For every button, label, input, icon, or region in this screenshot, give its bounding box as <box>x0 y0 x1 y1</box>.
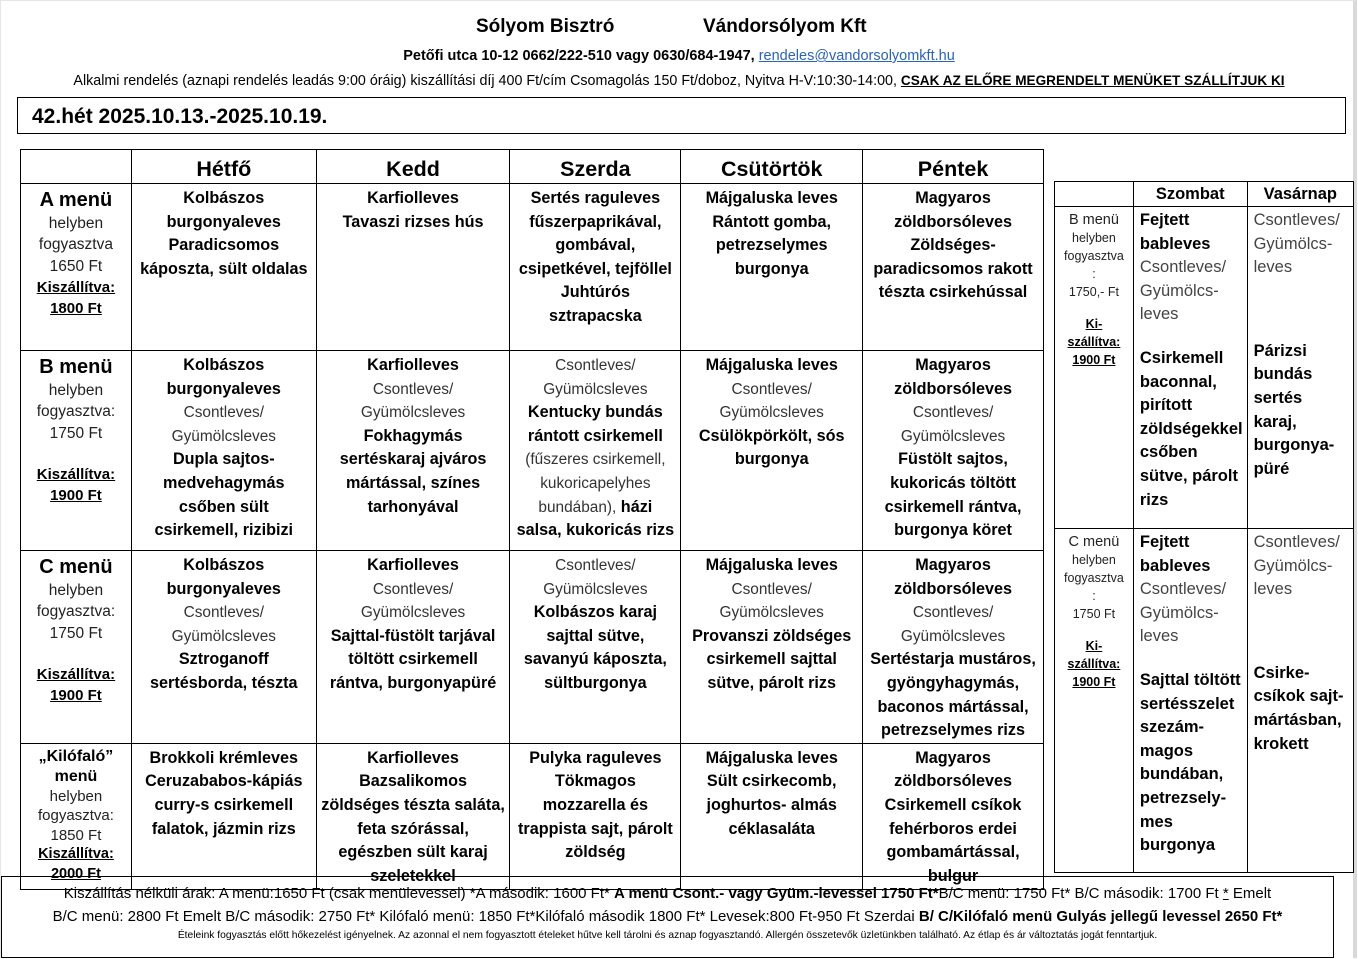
main-dish: Tökmagos mozzarella és trappista sajt, párolt zöldség <box>518 772 673 862</box>
weekend-menu-row <box>1055 529 1354 873</box>
week-title: 42.hét 2025.10.13.-2025.10.19. <box>32 105 328 128</box>
delivered-label: Ki- <box>1085 317 1103 331</box>
soup: Karfiolleves <box>367 748 459 767</box>
local-label: helyben <box>1072 231 1116 245</box>
menu-day-cell <box>681 351 863 551</box>
menu-label-cell <box>1055 207 1134 529</box>
main-dish: Sertéstarja mustáros, gyöngyhagymás, baconos mártással, petrezselymes rizs <box>870 650 1036 740</box>
main-dish: Dupla sajtos-medvehagymás csőben sült csirkemell, rizibizi <box>154 450 294 540</box>
day-header: Péntek <box>863 150 1044 184</box>
footer-star: * <box>1222 885 1229 902</box>
delivered-price: 1900 Ft <box>1072 353 1116 367</box>
delivered-price: 1900 Ft <box>50 686 102 704</box>
soup: Karfiolleves <box>367 556 459 574</box>
menu-day-cell <box>681 551 863 744</box>
company-name: Vándorsólyom Kft <box>703 16 867 37</box>
main-dish: Zöldséges-paradicsomos rakott tészta csirkehússal <box>873 236 1033 302</box>
weekday-menu-table <box>20 149 1044 890</box>
alt-soup: Csontleves/ Gyümölcs-leves <box>1139 580 1227 646</box>
email-link[interactable]: rendeles@vandorsolyomkft.hu <box>758 48 955 64</box>
delivery-notice: CSAK AZ ELŐRE MEGRENDELT MENÜKET SZÁLLÍTJUK KI <box>900 73 1285 88</box>
delivered-label: Kiszállítva: <box>38 846 114 863</box>
weekend-menu-table <box>1054 181 1354 873</box>
colon: : <box>1092 267 1096 281</box>
menu-day-cell <box>863 551 1044 744</box>
menu-day-cell <box>863 351 1044 551</box>
footer-bold-text: B/ C/Kilófaló menü Gulyás jellegű levessel 2650 Ft* <box>918 908 1283 925</box>
footer-text: Kiszállítás nélküli árak: A menü:1650 Ft (csak menülevessel) *A második: 1600 Ft* <box>63 885 615 902</box>
day-header: Vasárnap <box>1247 182 1353 207</box>
soup: Magyaros zöldborsóleves <box>894 748 1012 791</box>
soup: Kolbászos burgonyaleves <box>166 356 281 398</box>
main-dish: Sztroganoff sertésborda, tészta <box>150 650 298 692</box>
price-footer <box>1 876 1334 958</box>
menu-day-cell <box>510 743 681 889</box>
menu-name: B menü <box>1068 212 1119 228</box>
address-phone: Petőfi utca 10-12 0662/222-510 vagy 0630/684-1947, <box>403 48 759 64</box>
local-label: helyben <box>49 787 103 805</box>
menu-row <box>21 351 1044 551</box>
menu-day-cell <box>863 184 1044 351</box>
local-label: fogyasztva: <box>36 403 116 421</box>
menu-day-cell <box>510 351 681 551</box>
menu-label-cell <box>21 184 132 351</box>
soup: Sertés raguleves fűszerpaprikával, gombával, csipetkével, tejföllel <box>518 189 672 278</box>
footer-line-1 <box>2 882 1333 905</box>
main-dish: Kolbászos karaj sajttal sütve, savanyú káposzta, sültburgonya <box>523 603 667 692</box>
delivered-label: Kiszállítva: <box>36 465 116 483</box>
local-label: fogyasztva <box>38 236 113 254</box>
local-label: helyben <box>48 582 104 599</box>
delivered-price: 2000 Ft <box>50 865 101 882</box>
main-dish: Füstölt sajtos, kukoricás töltött csirkemell rántva, burgonya köret <box>884 450 1022 540</box>
menu-day-cell <box>863 743 1044 889</box>
footer-text: B/C menü: 1750 Ft* B/C második: 1700 Ft <box>938 885 1223 902</box>
saturday-cell <box>1133 529 1247 873</box>
local-label: helyben <box>48 215 104 232</box>
main-dish: Paradicsomos káposzta, sült oldalas <box>140 236 308 278</box>
main-dish: Csirkemell baconnal, pirított zöldségekkel csőben sütve, párolt rizs <box>1139 348 1243 509</box>
menu-day-cell <box>316 551 510 744</box>
soup: Karfiolleves <box>367 356 459 374</box>
main-dish: Kentucky bundás rántott csirkemell <box>527 403 663 445</box>
local-label: helyben <box>1072 553 1116 567</box>
main-dish: Fokhagymás sertéskaraj ajváros mártással, színes tarhonyával <box>339 426 487 516</box>
alt-soup: Csontleves/ Gyümölcsleves <box>719 380 824 422</box>
local-price: 1750 Ft <box>49 424 103 442</box>
delivered-label: szállítva: <box>1067 335 1121 349</box>
menu-label-cell <box>21 743 132 889</box>
alt-soup: Csontleves/ Gyümölcs-leves <box>1253 533 1340 599</box>
dish-note: (fűszeres csirkemell, kukoricapelyhes bundában), <box>525 451 666 516</box>
main-dish: Tavaszi rizses hús <box>342 212 484 231</box>
title-row <box>0 16 1358 42</box>
local-price: 1750 Ft <box>49 624 103 642</box>
menu-row <box>21 184 1044 351</box>
weekend-menu-row <box>1055 207 1354 529</box>
local-label: helyben <box>48 382 104 399</box>
soup: Karfiolleves <box>367 189 459 207</box>
order-info: Alkalmi rendelés (aznapi rendelés leadás 9:00 óráig) kiszállítási díj 400 Ft/cím Csomagolás 150 Ft/doboz, Nyitva H-V:10:30-14:00, <box>73 73 901 89</box>
soup: Magyaros zöldborsóleves <box>894 356 1012 398</box>
local-label: fogyasztva: <box>36 603 116 621</box>
main-dish: Sajttal töltött sertésszelet szezám-magos bundában, petrezsely-mes burgonya <box>1139 670 1241 855</box>
delivered-label: Kiszállítva: <box>36 278 116 296</box>
local-price: 1750,- Ft <box>1068 285 1119 299</box>
delivered-label: Kiszállítva: <box>36 665 116 683</box>
menu-day-cell <box>510 184 681 351</box>
menu-day-cell <box>316 351 510 551</box>
weekend-header-row <box>1055 182 1354 207</box>
soup: Pulyka raguleves <box>529 748 662 767</box>
menu-name: B menü <box>39 356 113 378</box>
local-price: 1750 Ft <box>1072 607 1116 621</box>
footer-text: B/C menü: 2800 Ft Emelt B/C második: 2750 Ft* Kilófaló menü: 1850 Ft*Kilófaló második 1800 Ft* Levesek:800 Ft-950 Ft Szerdai <box>52 908 919 925</box>
soup: Kolbászos burgonyaleves <box>166 556 281 598</box>
main-dish: Párizsi bundás sertés karaj, burgonya-püré <box>1253 341 1335 478</box>
menu-day-cell <box>681 184 863 351</box>
sunday-cell <box>1247 207 1353 529</box>
alt-soup: Csontleves/ Gyümölcsleves <box>900 404 1006 445</box>
main-dish: Csirke-csíkok sajt-mártásban, krokett <box>1253 663 1344 753</box>
alt-soup: Csontleves/ Gyümölcsleves <box>360 380 466 422</box>
delivered-label: szállítva: <box>1067 657 1121 671</box>
footer-bold-text: A menü Csont.- vagy Gyüm.-levessel 1750 Ft* <box>614 885 939 902</box>
saturday-cell <box>1133 207 1247 529</box>
main-dish: Rántott gomba, petrezselymes burgonya <box>712 212 832 278</box>
main-dish: Ceruzababos-kápiás curry-s csirkemell falatok, jázmin rizs <box>145 772 303 838</box>
menu-day-cell <box>316 743 510 889</box>
day-header: Szerda <box>510 150 681 184</box>
local-label: fogyasztva <box>1064 249 1124 263</box>
delivered-price: 1800 Ft <box>50 299 102 317</box>
menu-day-cell <box>316 184 510 351</box>
menu-label-cell <box>1055 529 1134 873</box>
soup: Májgaluska leves <box>705 748 838 767</box>
local-label: fogyasztva: <box>38 807 114 825</box>
week-box <box>17 97 1346 134</box>
local-label: fogyasztva <box>1064 571 1124 585</box>
local-price: 1850 Ft <box>50 826 102 844</box>
footer-text: Emelt <box>1228 885 1272 902</box>
footer-disclaimer: Ételeink fogyasztás előtt hőkezelést igényelnek. Az azonnal el nem fogyasztott ételeket hűtve kell tárolni és aznap fogyasztandó. Allergén összetevők üzletünkben található. Az étlap és ár változtatás jogát fenntartjuk. <box>177 930 1158 941</box>
menu-name: „Kilófaló” menü <box>38 747 114 785</box>
alt-soup: Csontleves/ Gyümölcsleves <box>543 357 648 398</box>
delivered-price: 1900 Ft <box>50 486 102 504</box>
menu-label-cell <box>21 551 132 744</box>
corner-cell <box>21 150 132 184</box>
menu-name: A menü <box>39 189 113 211</box>
day-header: Kedd <box>316 150 510 184</box>
menu-row <box>21 551 1044 744</box>
delivered-label: Ki- <box>1085 639 1103 653</box>
local-price: 1650 Ft <box>49 257 103 275</box>
menu-day-cell <box>131 551 316 744</box>
weekday-header-row <box>21 150 1044 184</box>
main-dish: Sajttal-füstölt tarjával töltött csirkemell rántva, burgonyapüré <box>329 626 497 692</box>
colon: : <box>1092 589 1096 603</box>
menu-name: C menü <box>39 556 113 578</box>
soup: Magyaros zöldborsóleves <box>894 189 1012 231</box>
address-line <box>0 48 1358 64</box>
soup: Májgaluska leves <box>705 189 838 207</box>
day-header: Szombat <box>1133 182 1247 207</box>
day-header: Hétfő <box>131 150 316 184</box>
main-dish-end: házi salsa, kukoricás rizs <box>516 497 675 540</box>
main-dish: Csirkemell csíkok fehérboros erdei gombamártással, bulgur <box>884 795 1022 885</box>
main-dish: Bazsalikomos zöldséges tészta saláta, feta szórással, egészben sült karaj szeletekkel <box>321 772 505 885</box>
menu-name: C menü <box>1068 534 1120 550</box>
alt-soup: Csontleves/ Gyümölcsleves <box>360 580 466 622</box>
info-line <box>0 73 1358 89</box>
main-dish: Csülökpörkölt, sós burgonya <box>698 426 845 469</box>
soup: Magyaros zöldborsóleves <box>894 556 1012 598</box>
menu-day-cell <box>131 743 316 889</box>
soup: Májgaluska leves <box>705 356 838 374</box>
footer-line-2 <box>2 905 1333 928</box>
soup: Kolbászos burgonyaleves <box>166 189 281 231</box>
alt-soup: Csontleves/ Gyümölcsleves <box>171 604 276 645</box>
soup: Brokkoli krémleves <box>149 748 299 767</box>
alt-soup: Csontleves/ Gyümölcsleves <box>719 580 824 622</box>
alt-soup: Csontleves/ Gyümölcs-leves <box>1139 258 1227 324</box>
menu-day-cell <box>131 184 316 351</box>
main-dish: Juhtúrós sztrapacska <box>549 283 642 325</box>
corner-cell <box>1055 182 1134 207</box>
soup: Májgaluska leves <box>705 556 838 574</box>
alt-soup: Csontleves/ Gyümölcs-leves <box>1253 211 1340 277</box>
delivered-price: 1900 Ft <box>1072 675 1116 689</box>
bistro-name: Sólyom Bisztró <box>476 16 615 37</box>
day-header: Csütörtök <box>681 150 863 184</box>
menu-label-cell <box>21 351 132 551</box>
menu-day-cell <box>510 551 681 744</box>
main-dish: Sült csirkecomb, joghurtos- almás céklasaláta <box>706 772 837 838</box>
alt-soup: Csontleves/ Gyümölcsleves <box>543 557 648 598</box>
sunday-cell <box>1247 529 1353 873</box>
alt-soup: Csontleves/ Gyümölcsleves <box>171 404 276 445</box>
menu-day-cell <box>131 351 316 551</box>
soup: Fejtett bableves <box>1139 533 1211 575</box>
alt-soup: Csontleves/ Gyümölcsleves <box>900 604 1006 645</box>
menu-day-cell <box>681 743 863 889</box>
soup: Fejtett bableves <box>1139 211 1211 253</box>
menu-row <box>21 743 1044 889</box>
main-dish: Provanszi zöldséges csirkemell sajttal sütve, párolt rizs <box>692 626 852 692</box>
